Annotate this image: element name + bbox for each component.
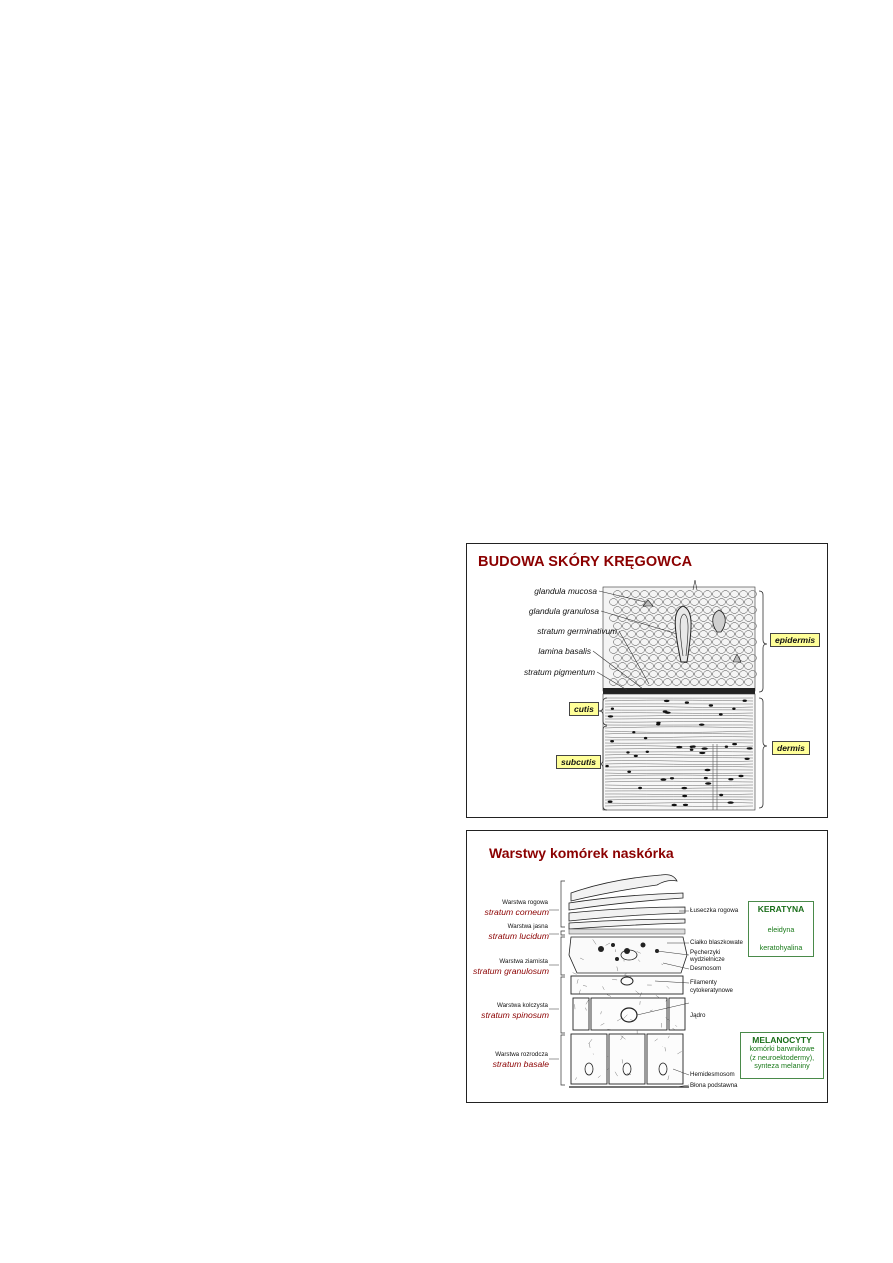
label-blona-podstawna: Błona podstawna: [690, 1082, 738, 1089]
label-desmosom: Desmosom: [690, 965, 722, 972]
cell-nucleus: [605, 765, 608, 767]
cytokeratin-filament: [607, 995, 611, 997]
cell-nucleus: [608, 801, 613, 803]
cell-nucleus: [611, 708, 614, 710]
label-stratum-germinativum: stratum germinativum: [537, 626, 617, 636]
cell-nucleus: [632, 731, 635, 733]
layer-latin-granulosum: stratum granulosum: [473, 966, 549, 976]
cell-nucleus: [670, 777, 674, 779]
label-stratum-pigmentum: stratum pigmentum: [523, 667, 595, 677]
label-pecherzyki: Pęcherzyki: [690, 949, 721, 956]
slide-title: Warstwy komórek naskórka: [489, 845, 674, 861]
melanocyty-title: MELANOCYTY: [752, 1035, 812, 1045]
cell-nucleus: [626, 751, 629, 753]
cell-nucleus: [644, 737, 647, 739]
cell-nucleus: [682, 795, 687, 797]
cell-nucleus: [683, 804, 688, 806]
cell-nucleus: [732, 743, 737, 745]
cell-nucleus: [681, 787, 687, 789]
cell-nucleus: [665, 712, 671, 714]
label-wydzielnicze: wydzielnicze: [690, 956, 725, 963]
cell-nucleus: [705, 782, 711, 784]
cell-nucleus: [732, 708, 735, 710]
label-glandula-mucosa: glandula mucosa: [534, 586, 597, 596]
keratyna-eleidyna: eleidyna: [767, 925, 795, 934]
cytokeratin-filament: [573, 973, 577, 975]
cell-nucleus: [699, 752, 705, 754]
cell-nucleus: [690, 749, 694, 751]
cell-nucleus: [634, 755, 638, 757]
melanocyty-box: [740, 1032, 824, 1079]
cell-nucleus: [743, 700, 747, 702]
skin-structure-slide: [466, 543, 828, 818]
melanocyty-line1: komórki barwnikowe: [749, 1044, 815, 1053]
layer-label-ziarnista: Warstwa ziarnista: [499, 958, 548, 965]
cell-nucleus: [719, 713, 723, 715]
cell-nucleus: [704, 777, 708, 779]
box-dermis: dermis: [772, 741, 810, 755]
box-cutis: cutis: [569, 702, 599, 716]
label-hemidesmosom: Hemidesmosom: [690, 1071, 735, 1078]
layer-latin-spinosum: stratum spinosum: [481, 1010, 549, 1020]
label-jadro: Jądro: [690, 1012, 706, 1019]
layer-label-rogowa: Warstwa rogowa: [502, 899, 548, 906]
label-luseczka-rogowa: Łuseczka rogowa: [690, 907, 739, 914]
box-subcutis: subcutis: [556, 755, 601, 769]
layer-label-kolczysta: Warstwa kolczysta: [497, 1002, 548, 1009]
label-filamenty: Filamenty: [690, 979, 717, 986]
cell-nucleus: [747, 747, 753, 749]
cell-nucleus: [691, 745, 695, 747]
cell-nucleus: [646, 751, 649, 753]
cytokeratin-filament: [607, 1069, 608, 1070]
cell-nucleus: [685, 701, 689, 703]
layer-latin-lucidum: stratum lucidum: [488, 931, 549, 941]
label-glandula-granulosa: glandula granulosa: [528, 606, 599, 616]
cell-nucleus: [709, 704, 713, 706]
cell-nucleus: [719, 794, 723, 796]
cell-nucleus: [656, 723, 660, 725]
label-lamina-basalis: lamina basalis: [538, 646, 591, 656]
melanocyty-line3: synteza melaniny: [754, 1061, 810, 1070]
keratyna-keratohyalina: keratohyalina: [759, 942, 803, 952]
layer-latin-basale: stratum basale: [492, 1059, 549, 1069]
cell-nucleus: [738, 775, 743, 777]
label-cialko-blaszkowate: Ciałko blaszkowate: [690, 939, 743, 946]
keratyna-box: [748, 901, 814, 957]
melanocyty-line2: (z neuroektodermy),: [749, 1052, 815, 1062]
cell-nucleus: [676, 746, 682, 748]
layer-latin-corneum: stratum corneum: [484, 907, 549, 917]
cell-nucleus: [661, 778, 667, 780]
box-epidermis: epidermis: [770, 633, 820, 647]
epidermis-layers-slide: [466, 830, 828, 1103]
skin-histology-drawing: [467, 544, 827, 817]
cell-nucleus: [672, 804, 677, 806]
cell-nucleus: [725, 746, 728, 748]
cell-nucleus: [627, 771, 631, 773]
cell-nucleus: [664, 700, 670, 702]
cell-nucleus: [638, 787, 642, 789]
layer-label-jasna: Warstwa jasna: [507, 923, 548, 930]
cell-nucleus: [728, 801, 734, 803]
cell-nucleus: [705, 769, 711, 771]
cell-nucleus: [702, 747, 708, 749]
cell-nucleus: [699, 724, 705, 726]
cell-nucleus: [610, 740, 614, 742]
cell-nucleus: [608, 715, 613, 717]
cell-nucleus: [728, 778, 733, 780]
layer-label-rozrodcza: Warstwa rozrodcza: [495, 1051, 548, 1058]
slide-title: BUDOWA SKÓRY KRĘGOWCA: [478, 554, 693, 570]
label-cytokeratynowe: cytokeratynowe: [690, 987, 733, 994]
cell-nucleus: [745, 758, 750, 760]
keratyna-title: KERATYNA: [757, 904, 805, 914]
